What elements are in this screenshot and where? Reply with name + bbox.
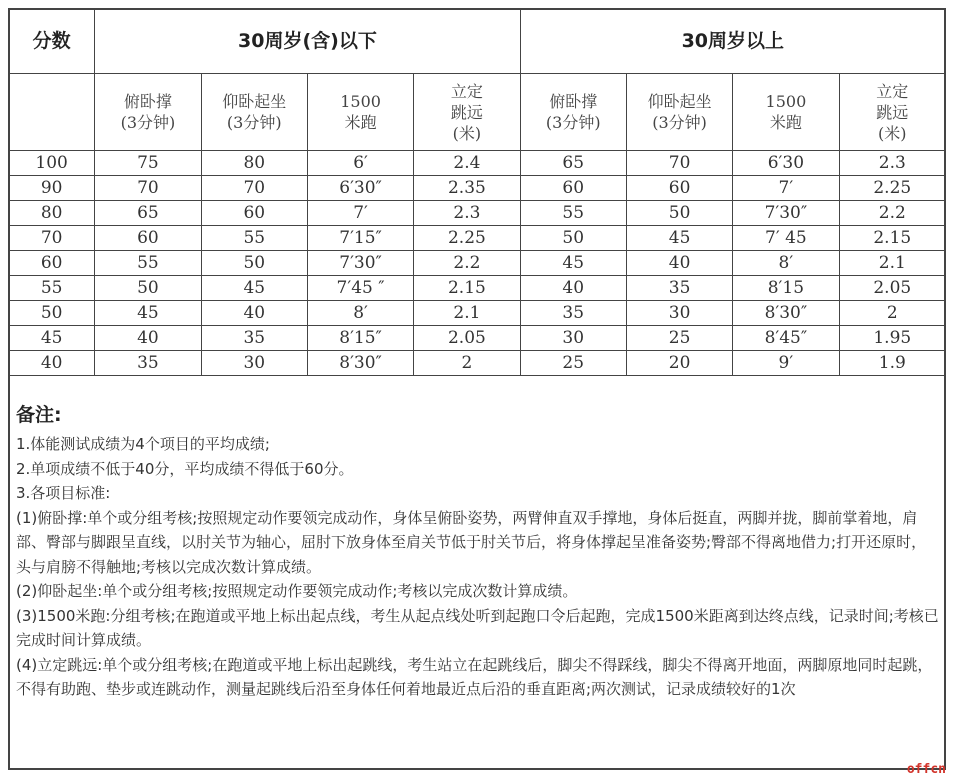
table-cell: 70 [201,176,307,201]
table-cell: 60 [201,201,307,226]
table-cell: 2.35 [414,176,520,201]
table-cell: 6′30 [733,151,839,176]
score-cell: 70 [9,226,95,251]
table-row [9,176,946,201]
table-cell: 40 [201,301,307,326]
event-header-line: 跳远 [450,102,483,122]
event-header-line: 米跑 [769,113,802,132]
event-header-cell [414,74,520,151]
event-header-line: 仰卧起坐 [647,92,712,111]
table-cell: 20 [626,351,732,376]
note-line: (2)仰卧起坐:单个或分组考核;按照规定动作要领完成动作;考核以完成次数计算成绩。 [16,582,578,600]
table-row [9,301,946,326]
event-header-line: (米) [878,123,907,143]
table-cell: 1.95 [839,326,945,351]
table-cell: 50 [520,226,626,251]
table-row [9,326,946,351]
table-cell: 8′30″ [307,351,413,376]
event-header-cell [626,74,732,151]
score-cell: 80 [9,201,95,226]
table-cell: 7′ [733,176,839,201]
notes-section [16,398,940,702]
score-cell: 55 [9,276,95,301]
score-cell: 100 [9,151,95,176]
event-header-line: (3分钟) [226,113,282,132]
watermark: offcn [906,762,946,777]
table-cell: 25 [520,351,626,376]
table-cell: 45 [626,226,732,251]
table-cell: 70 [626,151,732,176]
event-header-line: 仰卧起坐 [222,92,287,111]
event-header-cell [307,74,413,151]
note-line: (1)俯卧撑:单个或分组考核;按照规定动作要领完成动作，身体呈俯卧姿势，两臂伸直双手撑地，身体后挺直，两脚并拢，脚前掌着地，肩部、臀部与脚跟呈直线，以肘关节为轴心，屈肘下放身体至肩关节低于肘关节后，将身体撑起呈准备姿势;臀部不得离地借力;打开还原时，头与肩膀不得触地;考核以完成次数计算成绩。 [16,508,927,576]
event-header-cell [733,74,839,151]
table-cell: 45 [520,251,626,276]
table-cell: 2.1 [414,301,520,326]
table-cell: 50 [626,201,732,226]
note-line: 2.单项成绩不低于40分，平均成绩不得低于60分。 [16,459,354,478]
event-header-line: 俯卧撑 [123,92,172,111]
table-cell: 8′ [733,251,839,276]
table-cell: 7′15″ [307,226,413,251]
event-header-line: 立定 [876,81,909,101]
score-column-header: 分数 [9,9,95,74]
table-cell: 2.2 [839,201,945,226]
table-cell: 40 [520,276,626,301]
table-row [9,226,946,251]
table-cell: 55 [95,251,201,276]
table-row [9,351,946,376]
table-row [9,276,946,301]
empty-header-cell [9,74,95,151]
table-cell: 7′30″ [733,201,839,226]
table-cell: 6′ [307,151,413,176]
table-cell: 75 [95,151,201,176]
table-row [9,151,946,176]
table-cell: 2.3 [839,151,945,176]
table-cell: 8′45″ [733,326,839,351]
table-cell: 2.3 [414,201,520,226]
table-cell: 50 [95,276,201,301]
table-cell: 35 [201,326,307,351]
score-cell: 45 [9,326,95,351]
table-cell: 65 [95,201,201,226]
table-cell: 60 [626,176,732,201]
event-header-line: 俯卧撑 [549,92,598,111]
table-cell: 7′ [307,201,413,226]
notes-title: 备注: [16,404,62,426]
note-line: (3)1500米跑:分组考核;在跑道或平地上标出起点线，考生从起点线处听到起跑口令后起跑，完成1500米距离到达终点线，记录时间;考核已完成时间计算成绩。 [16,606,939,649]
table-cell: 80 [201,151,307,176]
table-row [9,251,946,276]
note-line: (4)立定跳远:单个或分组考核;在跑道或平地上标出起跳线，考生站立在起跳线后，脚尖不得踩线，脚尖不得离开地面，两脚原地同时起跳，不得有助跑、垫步或连跳动作，测量起跳线后沿至身体任何着地最近点后沿的垂直距离;两次测试，记录成绩较好的1次 [16,655,933,698]
table-cell: 45 [95,301,201,326]
table-cell: 2.25 [414,226,520,251]
table-cell: 2 [414,351,520,376]
table-cell: 2.15 [839,226,945,251]
event-header-cell [520,74,626,151]
event-header-line: 跳远 [876,102,909,122]
event-header-line: 1500 [765,92,807,111]
table-cell: 2.05 [839,276,945,301]
table-cell: 60 [520,176,626,201]
table-cell: 35 [520,301,626,326]
table-cell: 8′30″ [733,301,839,326]
table-cell: 25 [626,326,732,351]
table-cell: 70 [95,176,201,201]
table-cell: 2.2 [414,251,520,276]
event-header-line: 米跑 [344,113,377,132]
table-cell: 2.05 [414,326,520,351]
table-cell: 35 [626,276,732,301]
table-cell: 2.25 [839,176,945,201]
table-cell: 8′ [307,301,413,326]
event-header-cell [201,74,307,151]
table-row [9,201,946,226]
event-header-line: (3分钟) [652,113,707,132]
table-cell: 2.15 [414,276,520,301]
table-cell: 55 [201,226,307,251]
table-cell: 45 [201,276,307,301]
note-line: 1.体能测试成绩为4个项目的平均成绩; [16,435,270,453]
event-header-line: 立定 [450,81,483,101]
table-cell: 40 [626,251,732,276]
event-header-line: (3分钟) [120,113,176,132]
table-cell: 7′30″ [307,251,413,276]
event-header-line: (米) [452,123,482,143]
table-cell: 30 [201,351,307,376]
note-line: 3.各项目标准: [16,484,111,502]
table-cell: 35 [95,351,201,376]
table-cell: 7′ 45 [733,226,839,251]
table-cell: 40 [95,326,201,351]
fitness-score-table [8,8,946,376]
score-cell: 90 [9,176,95,201]
table-cell: 50 [201,251,307,276]
table-cell: 1.9 [839,351,945,376]
score-cell: 40 [9,351,95,376]
table-cell: 60 [95,226,201,251]
table-cell: 8′15″ [307,326,413,351]
table-cell: 7′45 ″ [307,276,413,301]
table-cell: 65 [520,151,626,176]
age-group-under-30-header: 30周岁(含)以下 [95,9,520,74]
table-cell: 6′30″ [307,176,413,201]
event-header-cell [839,74,945,151]
table-cell: 2 [839,301,945,326]
table-cell: 30 [520,326,626,351]
score-cell: 60 [9,251,95,276]
event-header-line: 1500 [340,92,381,111]
score-cell: 50 [9,301,95,326]
table-cell: 2.1 [839,251,945,276]
event-header-line: (3分钟) [545,113,601,132]
table-cell: 9′ [733,351,839,376]
event-header-cell [95,74,201,151]
table-cell: 8′15 [733,276,839,301]
table-cell: 2.4 [414,151,520,176]
age-group-over-30-header: 30周岁以上 [520,9,945,74]
table-cell: 55 [520,201,626,226]
table-cell: 30 [626,301,732,326]
